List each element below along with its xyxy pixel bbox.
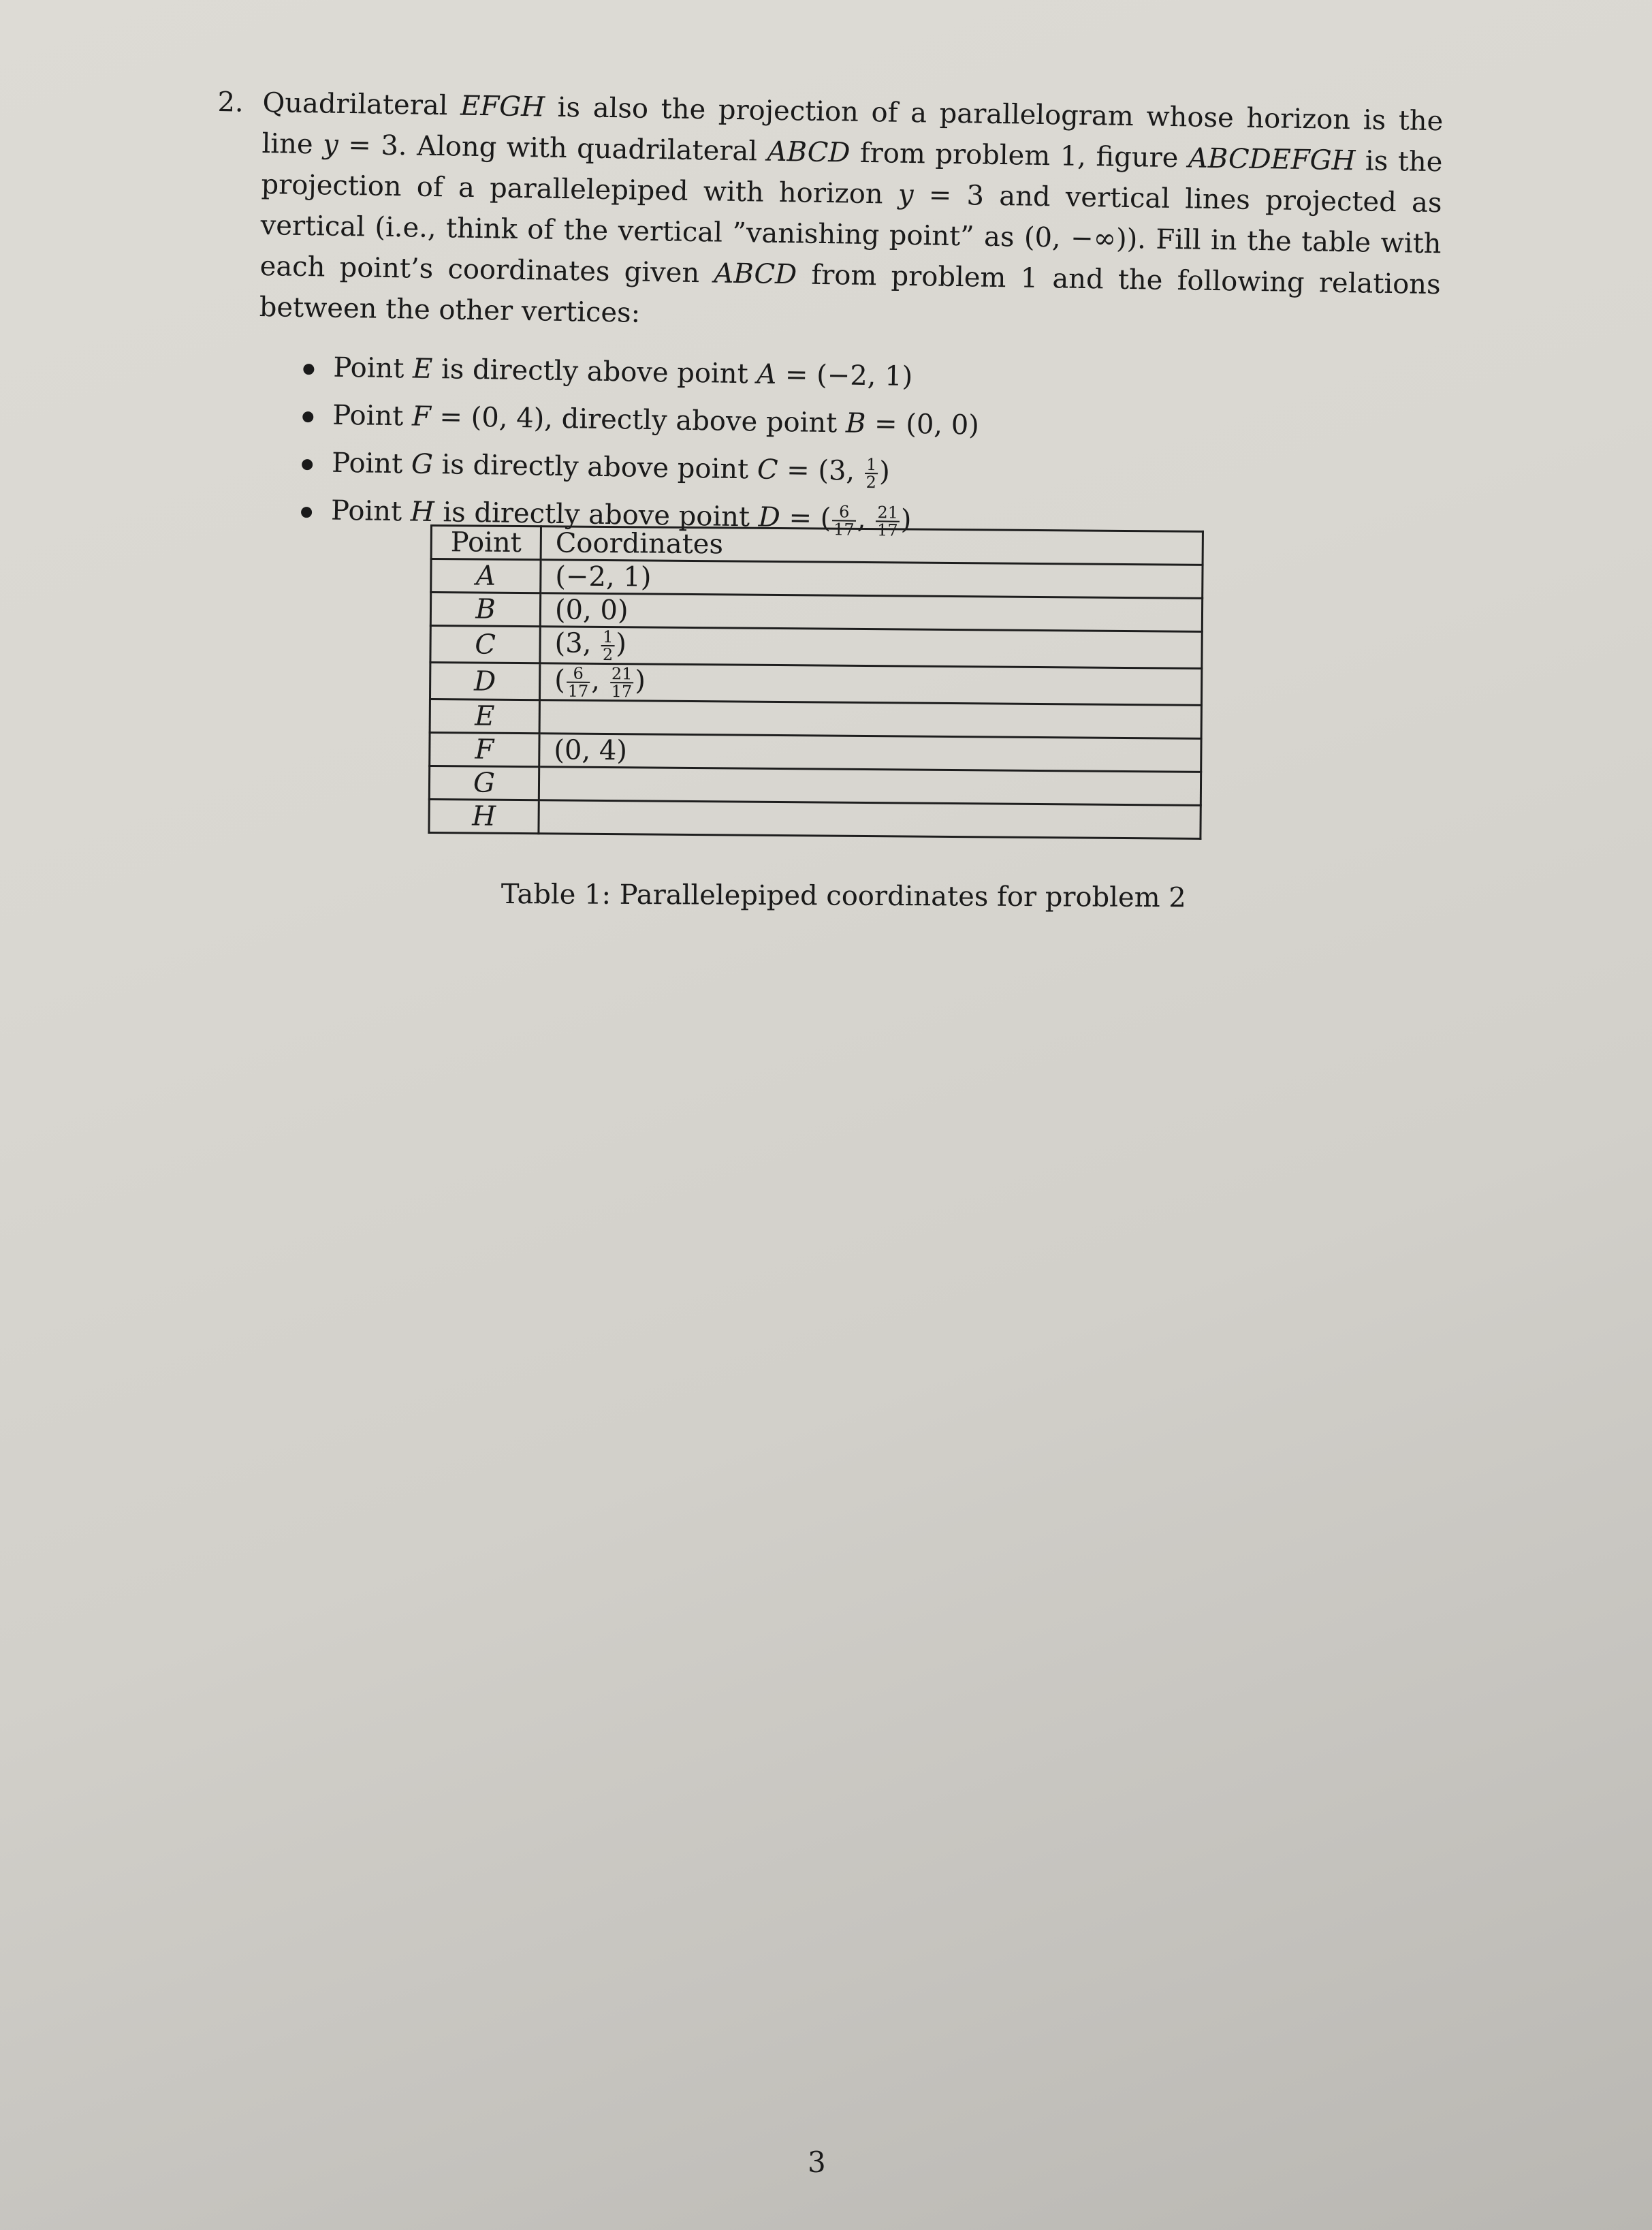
point-cell: F (430, 733, 539, 767)
table-row (431, 559, 1203, 599)
relation-e: Point E is directly above point A = (−2, 1) (333, 344, 1440, 409)
point-cell: B (430, 593, 540, 627)
coordinates-cell: (0, 4) (539, 734, 1201, 772)
problem-number: 2. (217, 86, 244, 119)
page-number: 3 (808, 2146, 826, 2179)
table-row (430, 733, 1201, 772)
coordinates-cell-empty (539, 767, 1201, 806)
table-caption: Table 1: Parallelepiped coordinates for problem 2 (501, 879, 1186, 914)
point-cell: E (430, 700, 539, 734)
coordinates-table (428, 524, 1204, 840)
table-row (430, 700, 1201, 739)
problem-2 (211, 82, 1444, 552)
table-row (429, 799, 1201, 838)
table-row (430, 593, 1202, 632)
coordinates-cell: (−2, 1) (541, 560, 1203, 599)
problem-statement: Quadrilateral EFGH is also the projection of a parallelogram whose horizon is the line y = 3. Along with quadrilateral ABCD from problem 1, figure ABCDEFGH is the projection of a parallelepiped with horizon y = 3 and vertical lines projected as vertical (i.e., think of the vertical ”vanishing point” as (0, −∞)). Fill in the table with each point’s coordinates given ABCD from problem 1 and the following relations between the other vertices: (259, 87, 1444, 329)
relation-h: Point H is directly above point D = ( $\frac{6}{17}$ , $\frac{21}{17}$ ) (331, 487, 1437, 552)
relation-g: Point G is directly above point C = (3, $\frac{1}{2}$ ) (332, 439, 1438, 505)
problem-body (256, 82, 1444, 552)
coordinates-cell: ( $\frac{6}{17}$ , $\frac{21}{17}$ ) (539, 663, 1201, 706)
relation-f: Point F = (0, 4), directly above point B = (0, 0) (332, 392, 1439, 457)
table-header-row (431, 526, 1203, 565)
table-row (429, 766, 1201, 806)
point-cell: D (430, 663, 539, 700)
header-coordinates: Coordinates (541, 527, 1203, 565)
coordinates-cell-empty (539, 700, 1201, 739)
table-row (430, 626, 1202, 669)
point-cell: C (430, 626, 540, 663)
table-row (430, 663, 1201, 706)
coordinates-cell-empty (539, 800, 1201, 839)
point-cell: A (431, 559, 541, 593)
header-point: Point (431, 526, 541, 560)
coordinates-cell: (3, $\frac{1}{2}$ ) (540, 627, 1202, 669)
point-cell: H (429, 799, 539, 833)
coordinates-table-wrap (428, 524, 1204, 840)
coordinates-cell: (0, 0) (540, 593, 1202, 632)
vertex-relations-list (256, 343, 1440, 552)
point-cell: G (429, 766, 539, 800)
